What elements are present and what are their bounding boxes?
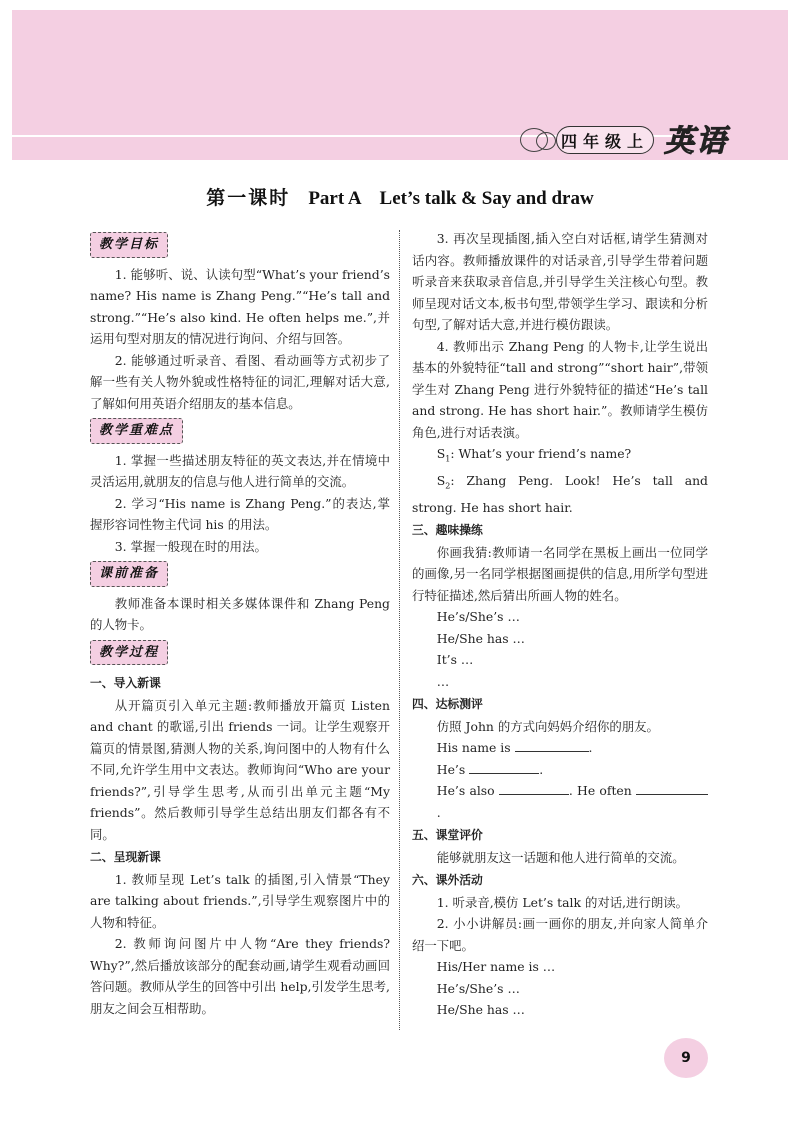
fill-blank-line: [469, 761, 539, 774]
column-divider: [399, 230, 400, 1030]
fill-blank-prompt: . He often: [568, 783, 632, 799]
step-text: 1. 教师呈现 Let’s talk 的插图,引入情景“They are talking about friends.”,引导学生观察图片中的人物和特征。: [90, 871, 390, 930]
dialogue-line: [412, 443, 708, 470]
fill-blank-prompt: He’s also: [436, 783, 495, 799]
key-point-item: 3. 掌握一般现在时的用法。: [114, 538, 267, 554]
fill-blank-prompt: He’s: [436, 761, 466, 777]
step-text: 仿照 John 的方式向妈妈介绍你的朋友。: [436, 718, 659, 734]
lesson-title: [0, 183, 800, 210]
step-title: 四、达标测评: [412, 697, 483, 712]
activity-item: 1. 听录音,模仿 Let’s talk 的对话,进行朗读。: [436, 894, 689, 910]
speaker-index: 2: [445, 481, 451, 491]
example-sentence: He/She has …: [436, 630, 525, 646]
speaker-label: S: [436, 446, 446, 461]
fill-blank-row: He’s also . He often .: [412, 780, 708, 823]
speaker-index: 1: [445, 454, 451, 464]
speaker-label: S: [436, 472, 446, 488]
left-column: [90, 228, 390, 1019]
step-text: 3. 再次呈现插图,插入空白对话框,请学生猜测对话内容。教师播放课件的对话录音,引导学生带着问题听录音来获取录音信息,并引导学生关注核心句型。教师呈现对话文本,板书句型,带领学生学习、跟读和分析句型,了解对话大意,并进行模仿跟读。: [412, 231, 708, 332]
step-title: 三、趣味操练: [412, 523, 483, 538]
section-badge-goals: 教学目标: [90, 232, 168, 258]
fill-blank-prompt: His name is: [436, 740, 511, 756]
step-title: 一、导入新课: [90, 676, 161, 690]
dialogue-line: [412, 470, 708, 518]
page-number: 9: [664, 1038, 708, 1078]
right-column: [412, 228, 708, 1021]
step-text: 从开篇页引入单元主题:教师播放开篇页 Listen and chant 的歌谣,引出 friends 一词。让学生观察开篇页的情景图,猜测人物的关系,询问图中的人物有什么不同,允许学生用中文表达。教师询问“Who are your friends?”,引导学生思考,从而引出单元主题“My friends”。然后教师引导学生总结出朋友们都各有不同。: [90, 697, 390, 842]
step-text: 你画我猜:教师请一名同学在黑板上画出一位同学的画像,另一名同学根据图画提供的信息,用所学句型进行特征描述,然后猜出所画人物的姓名。: [412, 544, 708, 603]
goal-item: 2. 能够通过听录音、看图、看动画等方式初步了解一些有关人物外貌或性格特征的词汇,理解对话大意,了解如何用英语介绍朋友的基本信息。: [90, 352, 390, 411]
section-badge-key-points: 教学重难点: [90, 418, 183, 444]
key-point-item: 2. 学习“His name is Zhang Peng.”的表达,掌握形容词性物主代词 his 的用法。: [90, 495, 390, 532]
grade-label: 四年级上: [556, 126, 654, 154]
dialogue-text: : Zhang Peng. Look! He’s tall and strong. He has short hair.: [412, 472, 708, 515]
preparation-text: 教师准备本课时相关多媒体课件和 Zhang Peng 的人物卡。: [90, 595, 390, 632]
dialogue-text: : What’s your friend’s name?: [450, 446, 632, 461]
section-badge-preparation: 课前准备: [90, 561, 168, 587]
key-point-item: 1. 掌握一些描述朋友特征的英文表达,并在情境中灵活运用,就朋友的信息与他人进行简单的交流。: [90, 452, 390, 489]
goal-item: 1. 能够听、说、认读句型“What’s your friend’s name? His name is Zhang Peng.”“He’s tall and strong.”“He’s also kind. He often helps me.”,并运用句型对朋友的情况进行询问、介绍与回答。: [90, 266, 390, 346]
step-title: 五、课堂评价: [412, 828, 483, 843]
fill-blank-line: [499, 782, 569, 795]
lesson-part: Part A Let’s talk & Say and draw: [308, 188, 594, 209]
example-sentence: He’s/She’s …: [436, 609, 520, 625]
subject-logo: 英语: [664, 124, 728, 159]
activity-item: 2. 小小讲解员:画一画你的朋友,并向家人简单介绍一下吧。: [412, 916, 708, 953]
example-sentence: His/Her name is …: [436, 959, 556, 975]
step-text: 2. 教师询问图片中人物“Are they friends? Why?”,然后播放该部分的配套动画,请学生观看动画回答问题。教师从学生的回答中引出 help,引发学生思考,朋友之间会互相帮助。: [90, 936, 390, 1016]
fill-blank-row: His name is .: [436, 740, 593, 756]
example-sentence: He’s/She’s …: [436, 980, 520, 996]
step-text: 4. 教师出示 Zhang Peng 的人物卡,让学生说出基本的外貌特征“tall and strong”“short hair”,带领学生对 Zhang Peng 进行外貌特征的描述“He’s tall and strong. He has short hair.”。教师请学生模仿角色,进行对话表演。: [412, 338, 708, 440]
step-title: 六、课外活动: [412, 873, 483, 888]
lesson-number: 第一课时: [206, 187, 291, 209]
example-sentence: It’s …: [436, 652, 474, 668]
decor-ring-icon: [536, 132, 556, 150]
example-sentence: …: [436, 673, 450, 689]
fill-blank-row: He’s .: [436, 761, 544, 777]
fill-blank-line: [515, 739, 589, 752]
step-title: 二、呈现新课: [90, 850, 161, 864]
section-badge-process: 教学过程: [90, 640, 168, 666]
fill-blank-line: [636, 782, 708, 795]
step-text: 能够就朋友这一话题和他人进行简单的交流。: [436, 849, 685, 865]
example-sentence: He/She has …: [436, 1002, 525, 1018]
